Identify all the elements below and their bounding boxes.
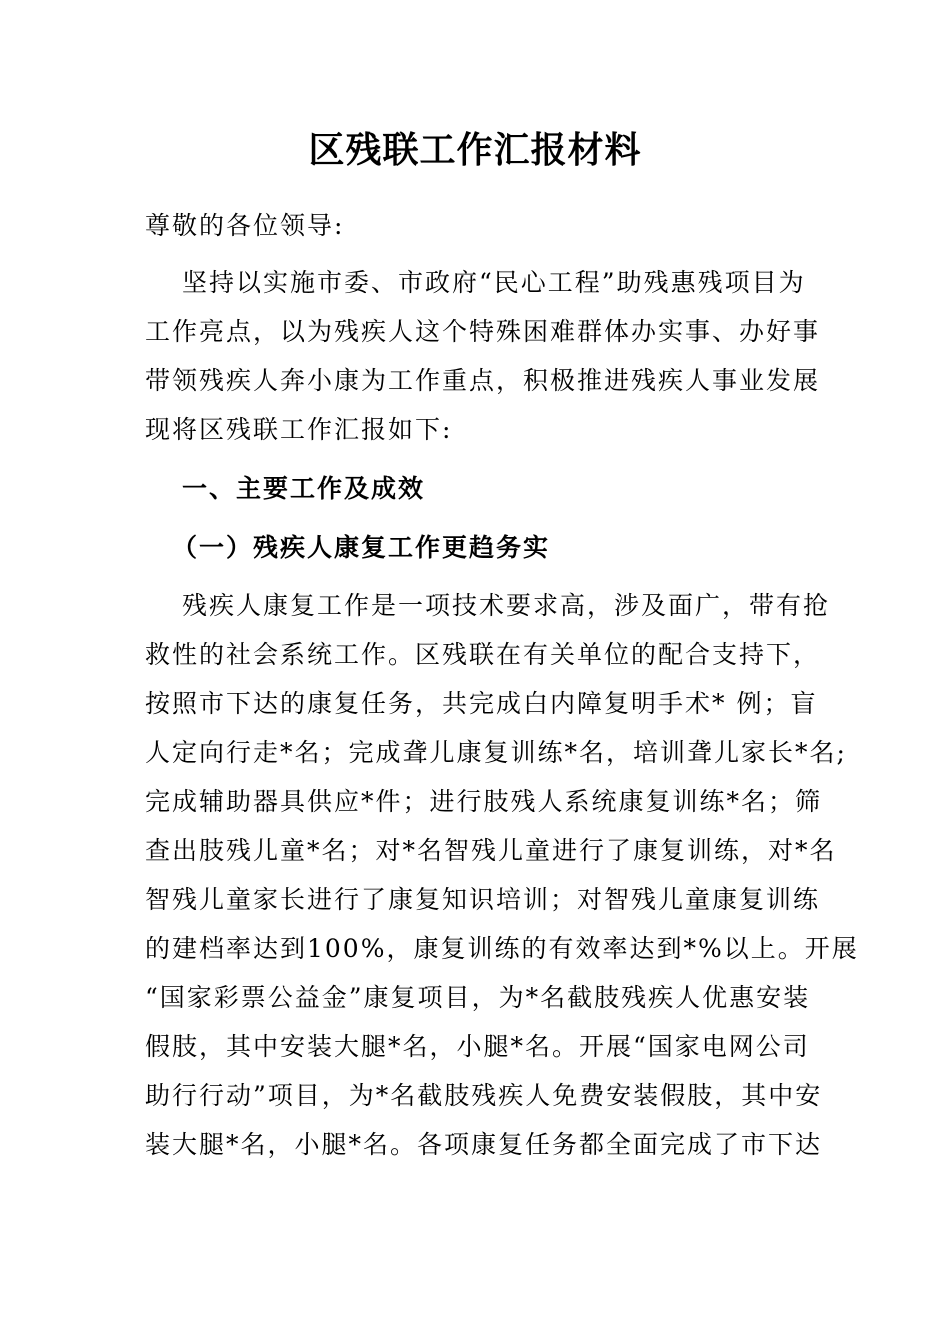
body-line: 的建档率达到100%，康复训练的有效率达到*%以上。开展 <box>145 934 859 963</box>
document-title: 区残联工作汇报材料 <box>308 129 642 171</box>
body-line: 假肢，其中安装大腿*名，小腿*名。开展“国家电网公司 <box>145 1032 810 1061</box>
section-heading: 一、主要工作及成效 <box>182 474 426 503</box>
body-line: 查出肢残儿童*名；对*名智残儿童进行了康复训练，对*名 <box>145 836 837 865</box>
intro-line: 现将区残联工作汇报如下: <box>145 415 453 444</box>
subsection-heading: （一）残疾人康复工作更趋务实 <box>172 533 551 562</box>
body-line: 完成辅助器具供应*件；进行肢残人系统康复训练*名；筛 <box>145 787 823 816</box>
intro-line: 坚持以实施市委、市政府“民心工程”助残惠残项目为 <box>182 268 806 297</box>
body-line: 装大腿*名，小腿*名。各项康复任务都全面完成了市下达 <box>145 1130 823 1159</box>
body-line: 救性的社会系统工作。区残联在有关单位的配合支持下， <box>145 640 821 669</box>
body-line: 人定向行走*名；完成聋儿康复训练*名，培训聋儿家长*名; <box>145 738 847 767</box>
body-line: 智残儿童家长进行了康复知识培训；对智残儿童康复训练 <box>145 885 821 914</box>
intro-line: 带领残疾人奔小康为工作重点，积极推进残疾人事业发展 <box>145 366 821 395</box>
body-line: “国家彩票公益金”康复项目，为*名截肢残疾人优惠安装 <box>145 983 811 1012</box>
body-line: 助行行动”项目，为*名截肢残疾人免费安装假肢，其中安 <box>145 1081 823 1110</box>
intro-line: 工作亮点，以为残疾人这个特殊困难群体办实事、办好事 <box>145 317 821 346</box>
salutation: 尊敬的各位领导: <box>145 211 345 240</box>
body-line: 按照市下达的康复任务，共完成白内障复明手术* 例；盲 <box>145 689 818 718</box>
body-line: 残疾人康复工作是一项技术要求高，涉及面广，带有抢 <box>182 591 831 620</box>
